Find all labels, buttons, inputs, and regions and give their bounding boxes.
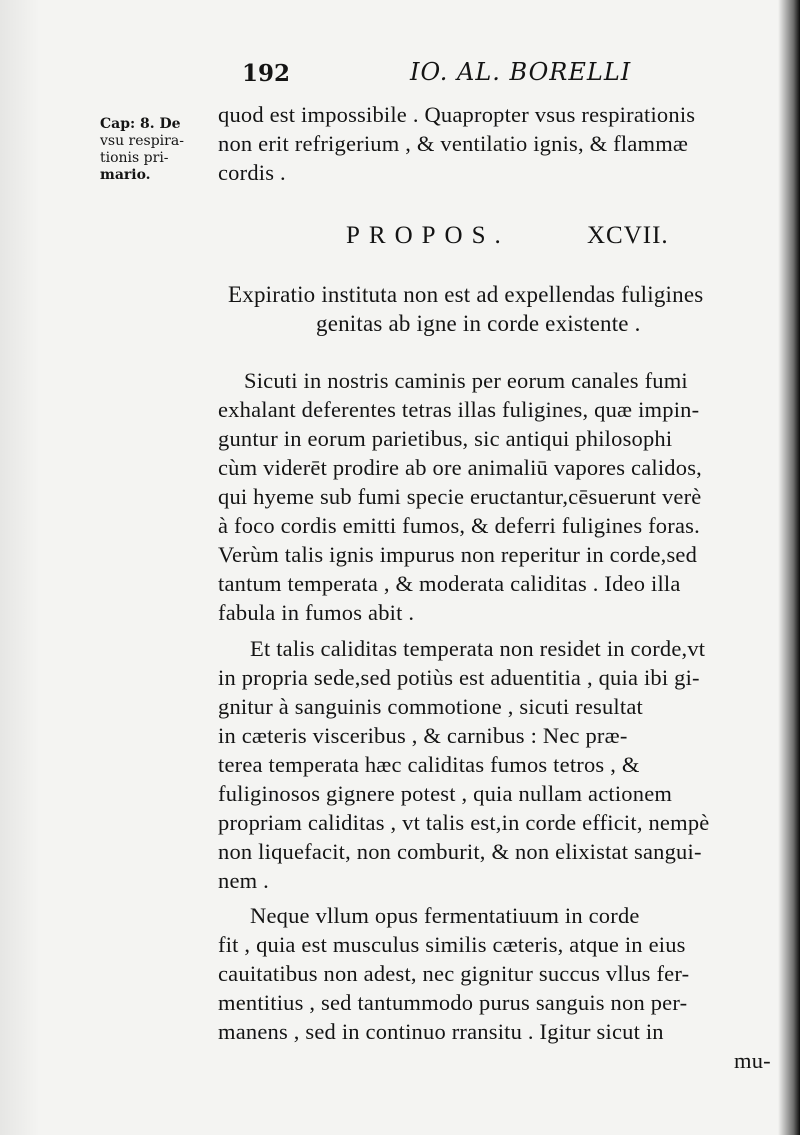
margin-note	[100, 116, 184, 184]
proposition-heading: PROPOS.	[346, 222, 510, 249]
text-line: fuliginosos gignere potest , quia nullam actionem	[218, 781, 673, 806]
text-line: cordis .	[218, 160, 286, 185]
text-line: exhalant deferentes tetras illas fuligines, quæ impin-	[218, 397, 700, 422]
text-line: non erit refrigerium , & ventilatio ignis, & flammæ	[218, 131, 689, 156]
page-shading-left	[0, 0, 40, 1135]
text-line: fit , quia est musculus similis cæteris, atque in eius	[218, 932, 686, 957]
text-line: cauitatibus non adest, nec gignitur succus vllus fer-	[218, 961, 690, 986]
text-line: quod est impossibile . Quapropter vsus respirationis	[218, 102, 696, 127]
running-title: IO. AL. BORELLI	[410, 58, 632, 86]
text-line: cùm viderēt prodire ab ore animaliū vapores calidos,	[218, 455, 702, 480]
page-shading-gutter	[778, 0, 800, 1135]
text-line: gnitur à sanguinis commotione , sicuti resultat	[218, 694, 643, 719]
text-line: tantum temperata , & moderata caliditas . Ideo illa	[218, 571, 681, 596]
text-line: Neque vllum opus fermentatiuum in corde	[250, 903, 640, 928]
text-line: terea temperata hæc caliditas fumos tetros , &	[218, 752, 640, 777]
catchword: mu-	[734, 1048, 771, 1073]
margin-note-line: mario.	[100, 167, 151, 183]
text-line: guntur in eorum parietibus, sic antiqui philosophi	[218, 426, 673, 451]
text-line: in cæteris visceribus , & carnibus : Nec præ-	[218, 723, 628, 748]
text-line: à foco cordis emitti fumos, & deferri fuligines foras.	[218, 513, 700, 538]
text-line: qui hyeme sub fumi specie eructantur,cēsuerunt verè	[218, 484, 702, 509]
text-line: mentitius , sed tantummodo purus sanguis non per-	[218, 990, 688, 1015]
enunciation-line: Expiratio instituta non est ad expellendas fuligines	[228, 282, 704, 307]
text-line: non liquefacit, non comburit, & non elixistat sangui-	[218, 839, 702, 864]
page-number: 192	[242, 60, 291, 87]
proposition-number: XCVII.	[587, 222, 669, 249]
enunciation-line: genitas ab igne in corde existente .	[316, 311, 641, 336]
text-line: Verùm talis ignis impurus non reperitur in corde,sed	[218, 542, 698, 567]
margin-note-line: tionis pri-	[100, 150, 169, 166]
margin-note-line: Cap: 8. De	[100, 116, 181, 132]
text-line: Sicuti in nostris caminis per eorum canales fumi	[244, 368, 688, 393]
text-line: manens , sed in continuo rransitu . Igitur sicut in	[218, 1019, 664, 1044]
text-line: nem .	[218, 868, 269, 893]
margin-note-line: vsu respira-	[100, 133, 184, 149]
text-line: propriam caliditas , vt talis est,in corde efficit, nempè	[218, 810, 710, 835]
text-line: fabula in fumos abit .	[218, 600, 415, 625]
text-line: Et talis caliditas temperata non residet in corde,vt	[250, 636, 706, 661]
text-line: in propria sede,sed potiùs est aduentitia , quia ibi gi-	[218, 665, 700, 690]
